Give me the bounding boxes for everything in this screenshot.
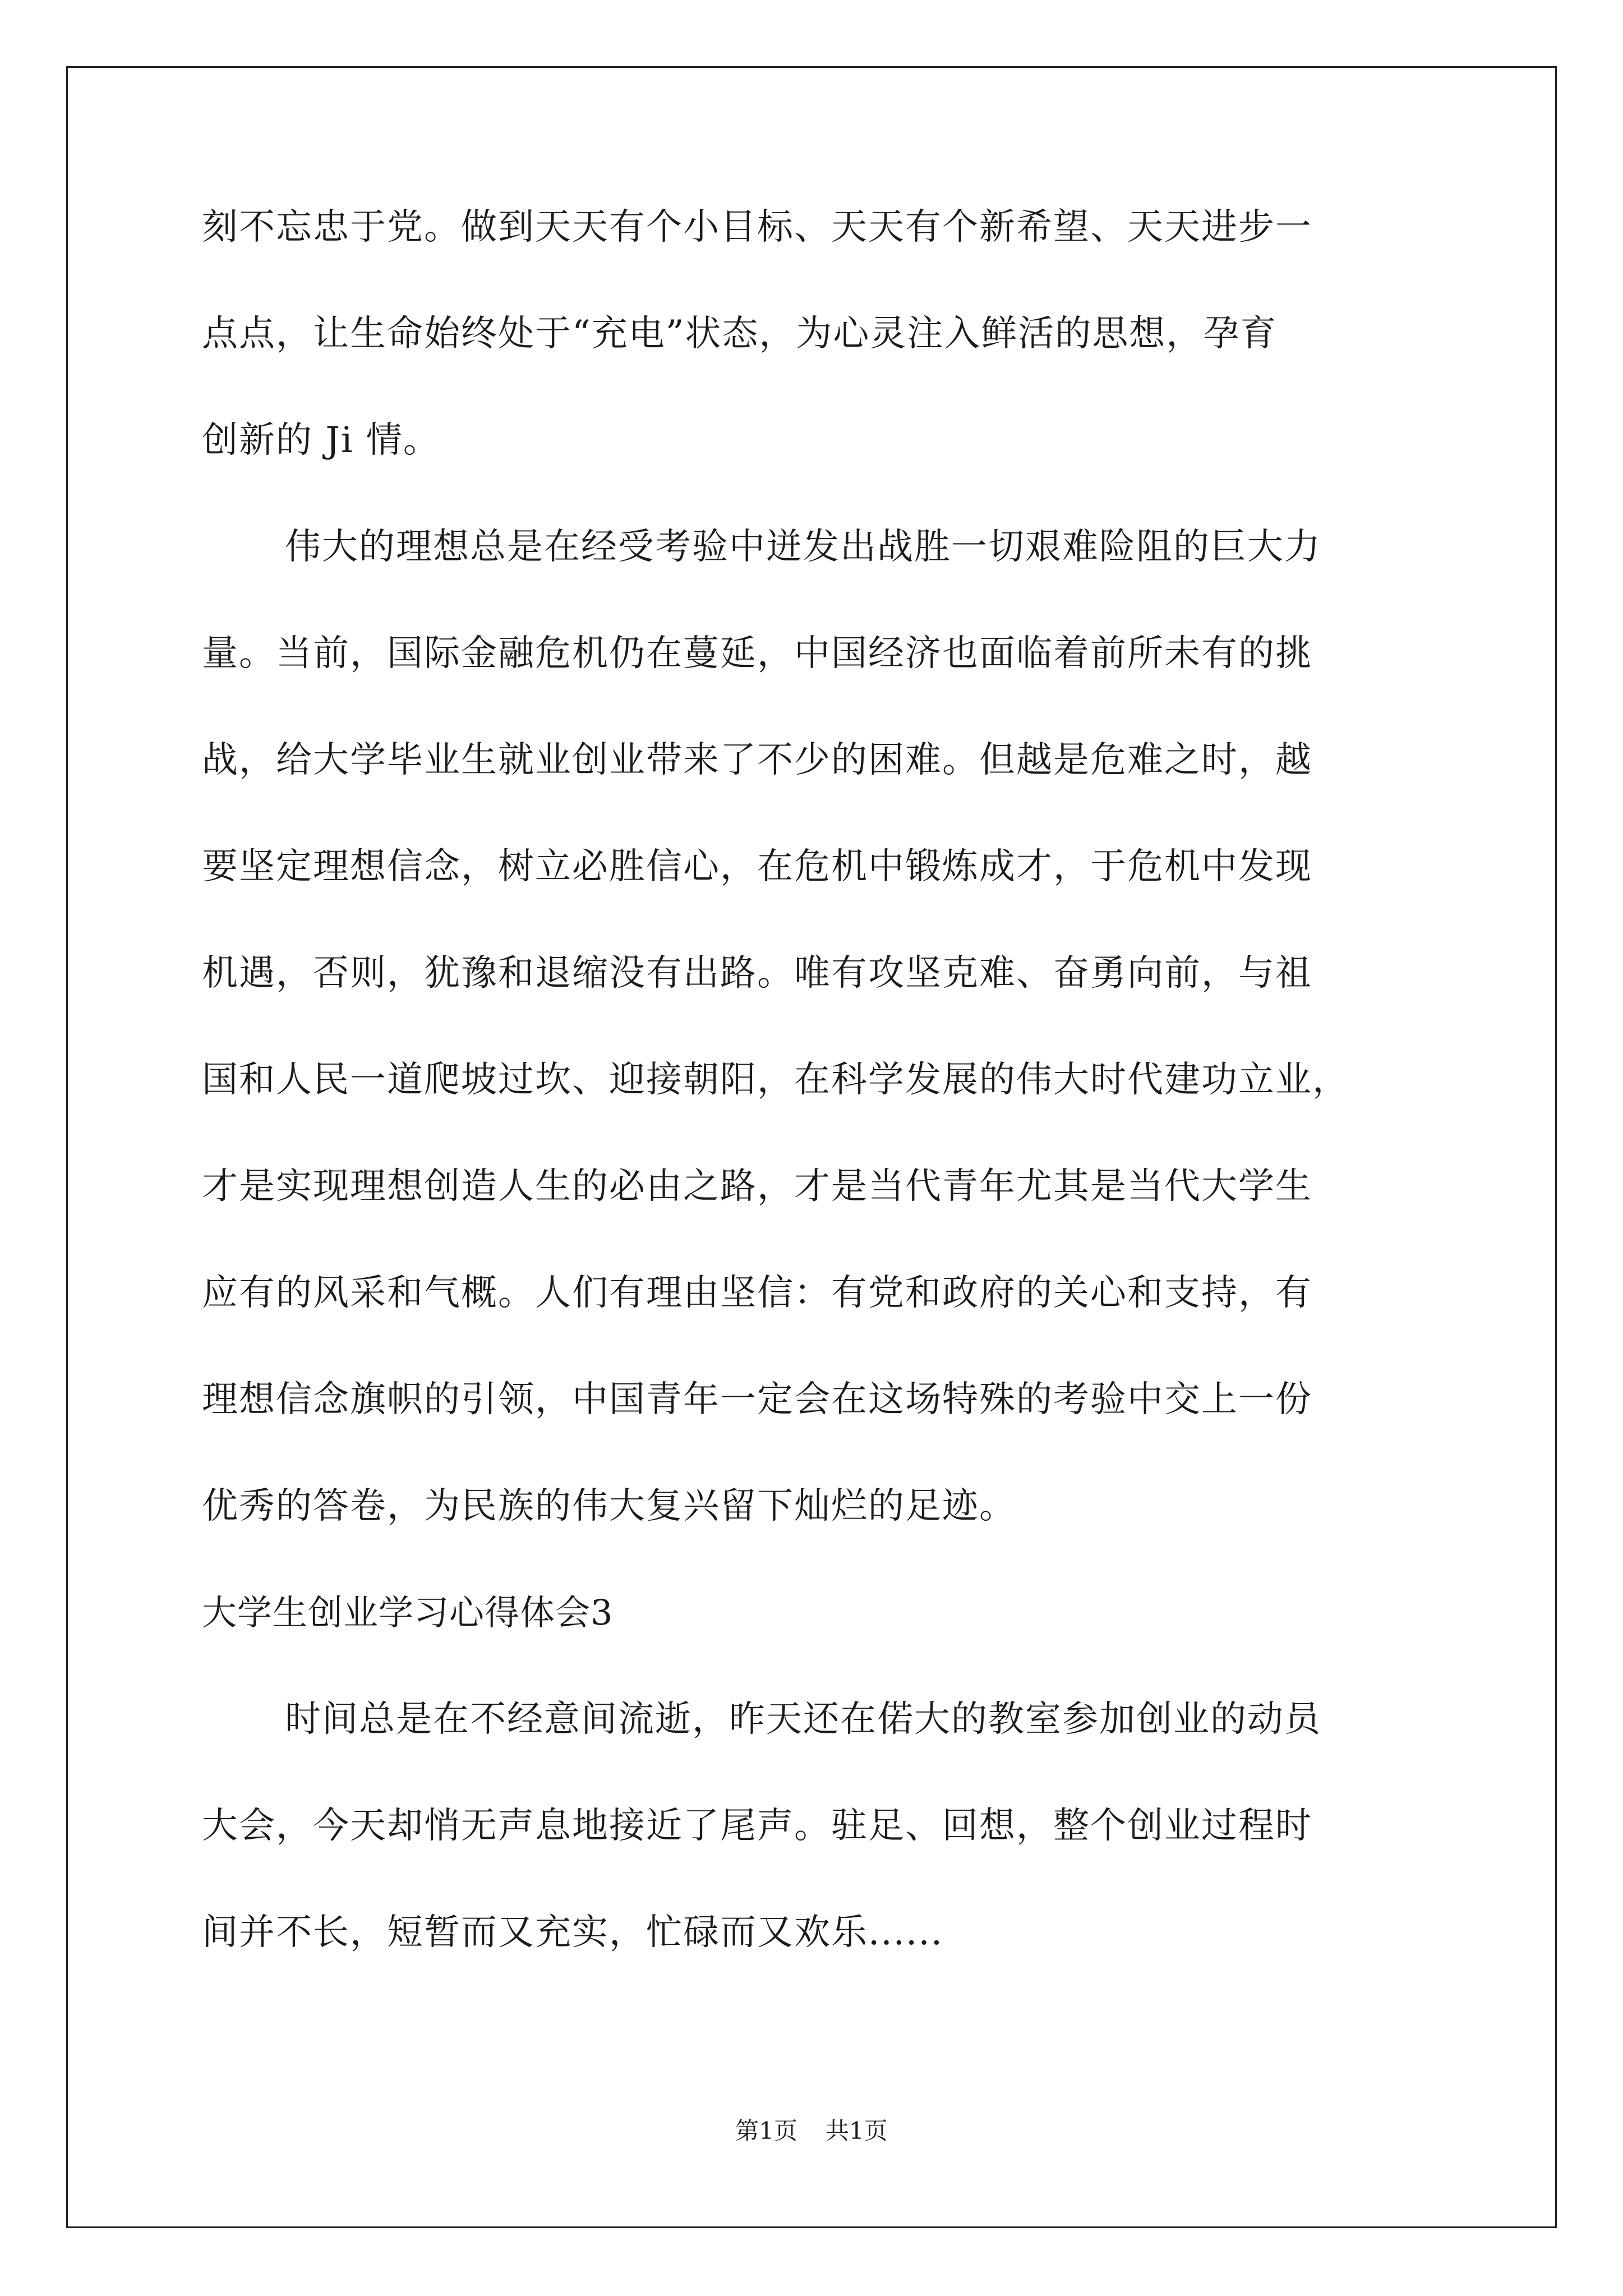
page-border — [66, 66, 1557, 2228]
text-line: 优秀的答卷，为民族的伟大复兴留下灿烂的足迹。 — [202, 1485, 1016, 1527]
text-line: 战，给大学毕业生就业创业带来了不少的困难。但越是危难之时，越 — [202, 739, 1312, 781]
text-line: 理想信念旗帜的引领，中国青年一定会在这场特殊的考验中交上一份 — [202, 1379, 1312, 1420]
text-line: 应有的风采和气概。人们有理由坚信：有党和政府的关心和支持，有 — [202, 1272, 1312, 1314]
text-line: 量。当前，国际金融危机仍在蔓延，中国经济也面临着前所未有的挑 — [202, 633, 1312, 674]
text-line: 机遇，否则，犹豫和退缩没有出路。唯有攻坚克难、奋勇向前，与祖 — [202, 953, 1312, 994]
text-line: 间并不长，短暂而又充实，忙碌而又欢乐...... — [202, 1912, 944, 1953]
page-number: 第1页 — [735, 2117, 797, 2145]
text-line: 创新的 Ji 情。 — [202, 420, 440, 461]
text-line: 才是实现理想创造人生的必由之路，才是当代青年尤其是当代大学生 — [202, 1166, 1312, 1207]
page-total: 共1页 — [826, 2117, 888, 2145]
paragraph-first-line: 时间总是在不经意间流逝，昨天还在偌大的教室参加创业的动员 — [285, 1699, 1321, 1740]
text-line: 要坚定理想信念，树立必胜信心，在危机中锻炼成才，于危机中发现 — [202, 846, 1312, 887]
text-line: 国和人民一道爬坡过坎、迎接朝阳，在科学发展的伟大时代建功立业， — [202, 1059, 1349, 1101]
page-footer — [0, 2117, 1623, 2145]
section-heading: 大学生创业学习心得体会3 — [202, 1592, 614, 1633]
text-line: 点点，让生命始终处于“充电”状态，为心灵注入鲜活的思想，孕育 — [202, 313, 1278, 355]
paragraph-first-line: 伟大的理想总是在经受考验中迸发出战胜一切艰难险阻的巨大力 — [285, 526, 1321, 568]
text-line: 刻不忘忠于党。做到天天有个小目标、天天有个新希望、天天进步一 — [202, 206, 1312, 248]
text-line: 大会，今天却悄无声息地接近了尾声。驻足、回想，整个创业过程时 — [202, 1805, 1312, 1847]
